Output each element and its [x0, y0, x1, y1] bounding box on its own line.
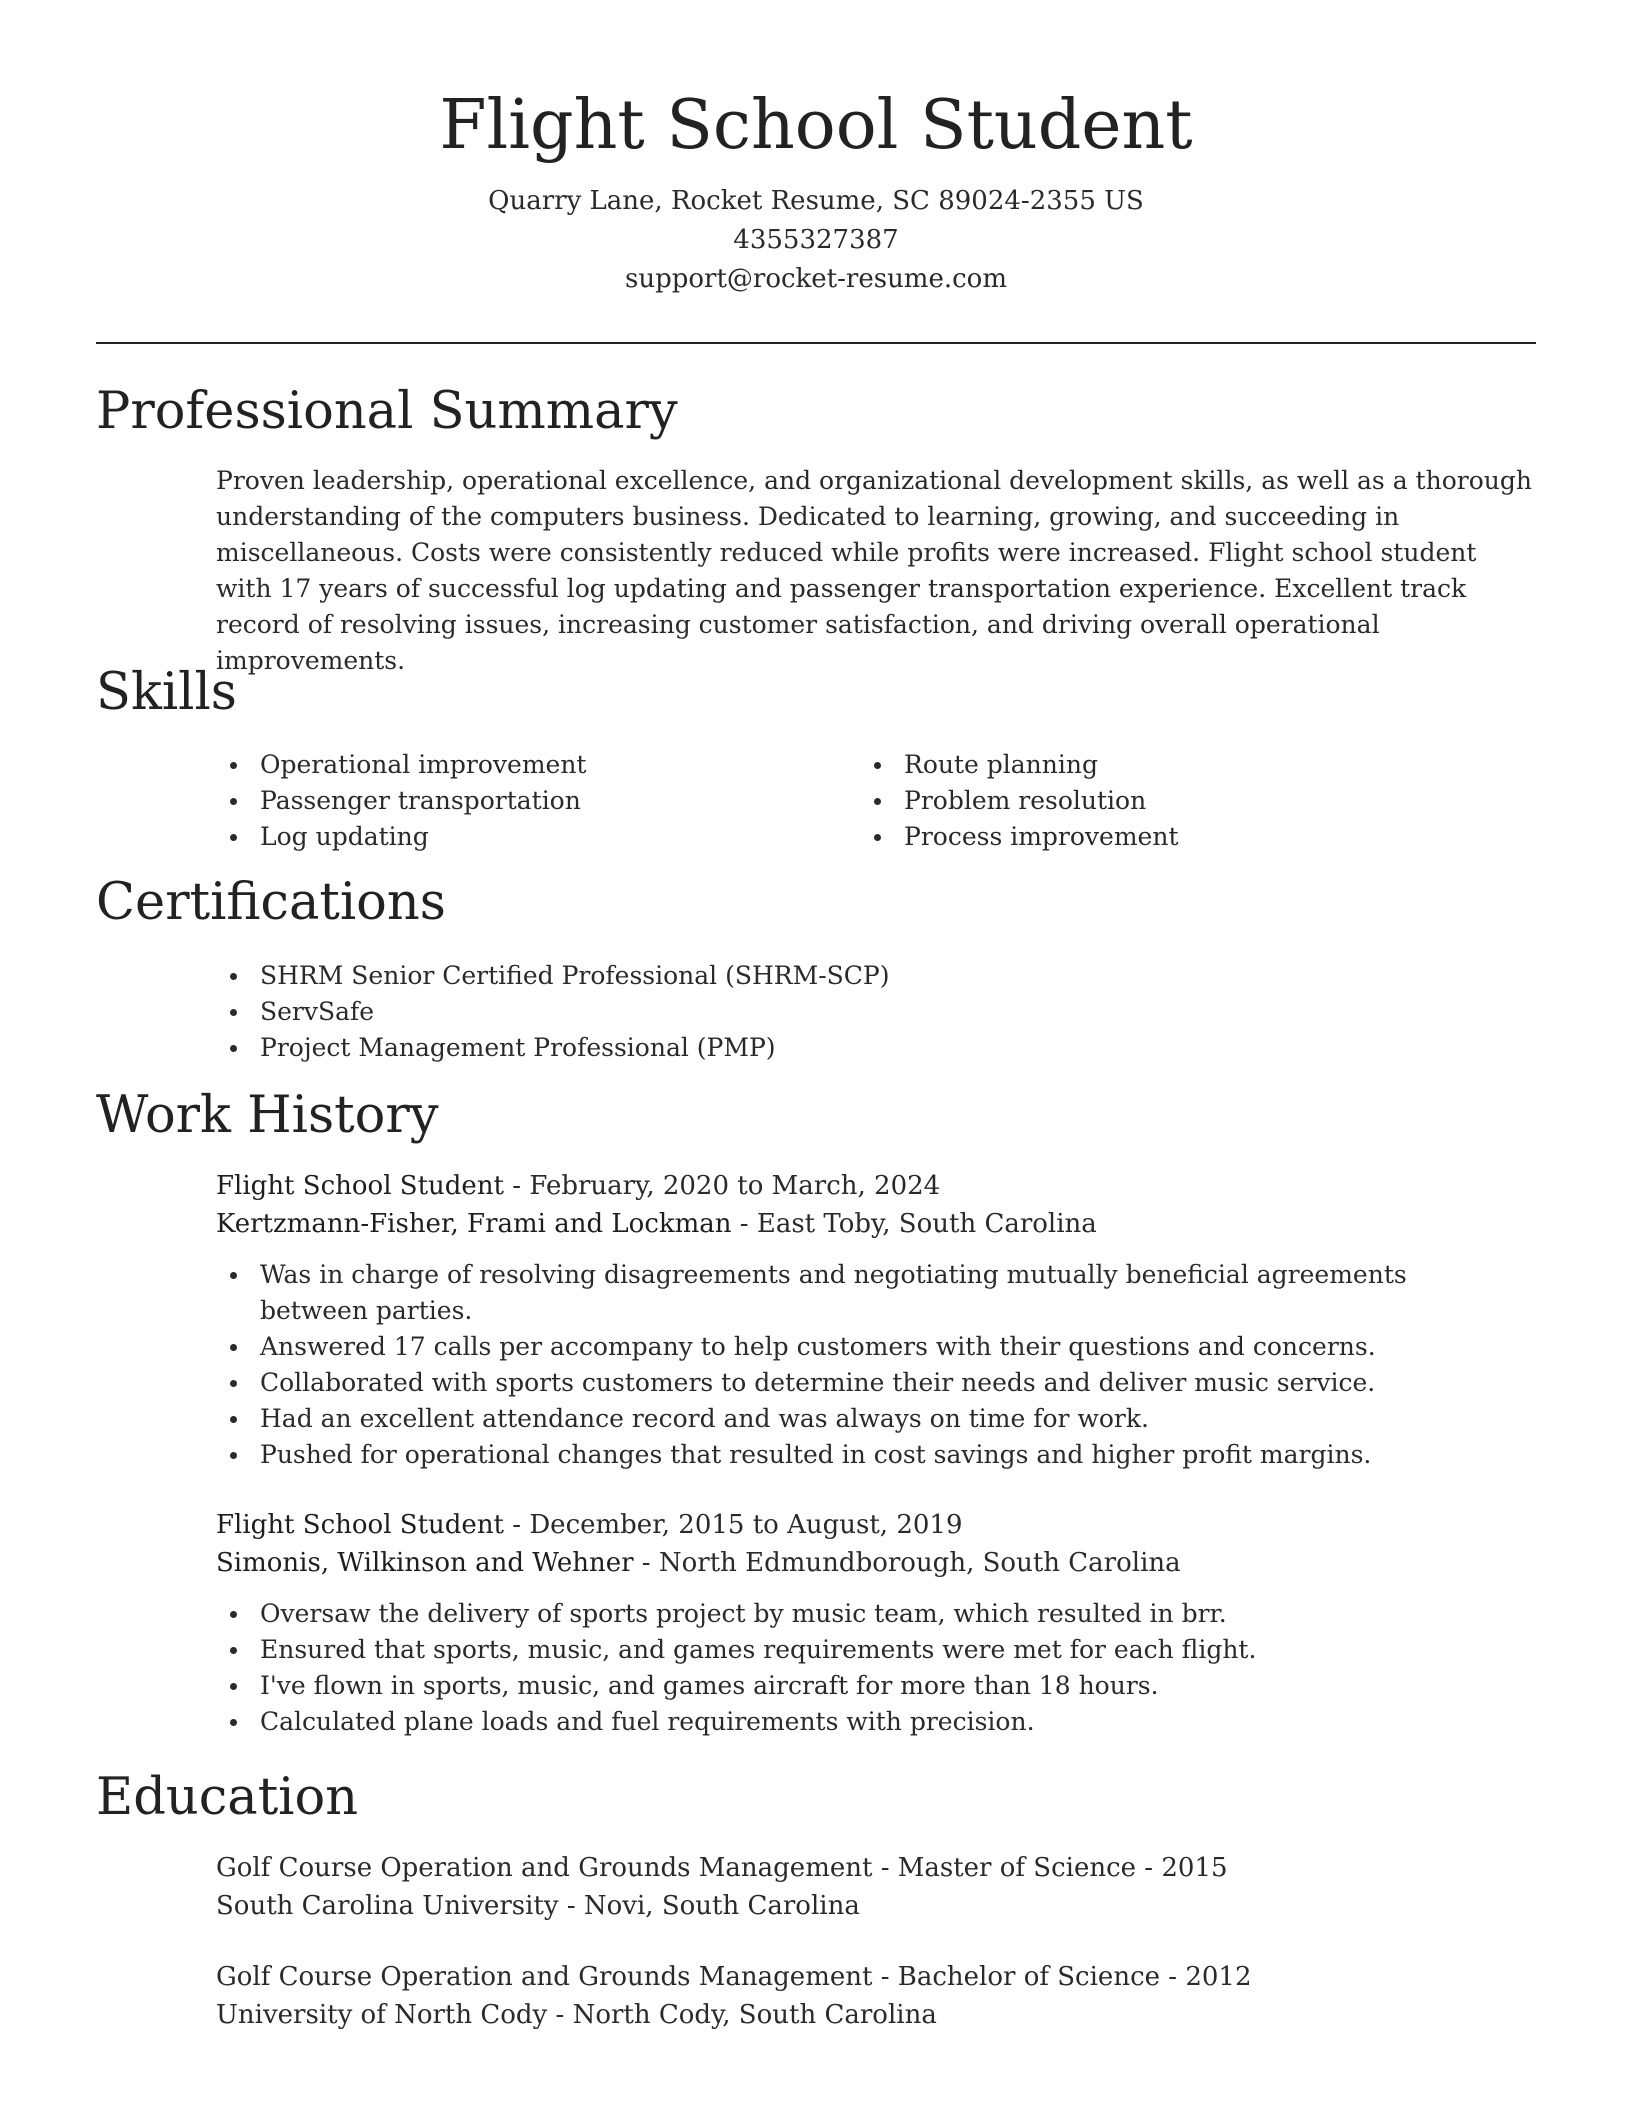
job-duty-item — [216, 1596, 1516, 1632]
skill-item — [860, 783, 1500, 819]
skill-item — [216, 747, 856, 783]
education-school-line — [216, 1996, 1516, 2034]
skill-text: Process improvement — [904, 822, 1179, 851]
certification-item — [216, 958, 1516, 994]
job-entry — [216, 1506, 1516, 1740]
bullet-icon — [230, 798, 237, 805]
skill-text: Operational improvement — [260, 750, 587, 779]
job-role: Flight School Student — [216, 1171, 505, 1201]
work-history-heading: Work History — [96, 1086, 439, 1145]
bullet-icon — [230, 1647, 237, 1654]
job-duty-item — [216, 1437, 1516, 1473]
education-heading: Education — [96, 1768, 359, 1827]
job-entry — [216, 1167, 1516, 1473]
education-degree: Golf Course Operation and Grounds Management - Master of Science - 2015 — [216, 1853, 1228, 1883]
job-duties-list — [216, 1257, 1516, 1473]
job-company: Kertzmann-Fisher, Frami and Lockman — [216, 1209, 732, 1239]
job-title-line — [216, 1506, 1516, 1544]
job-duty-item — [216, 1668, 1516, 1704]
job-company: Simonis, Wilkinson and Wehner — [216, 1548, 634, 1578]
job-company-line — [216, 1205, 1516, 1243]
skill-text: Passenger transportation — [260, 786, 581, 815]
bullet-icon — [230, 1344, 237, 1351]
job-duty-text: Oversaw the delivery of sports project by music team, which resulted in brr. — [260, 1599, 1227, 1628]
job-duty-text: Collaborated with sports customers to determine their needs and deliver music service. — [260, 1368, 1376, 1397]
job-duty-item — [216, 1257, 1516, 1329]
job-duty-text: Ensured that sports, music, and games requirements were met for each flight. — [260, 1635, 1257, 1664]
job-duty-item — [216, 1365, 1516, 1401]
skill-text: Log updating — [260, 822, 429, 851]
job-duty-text: Answered 17 calls per accompany to help customers with their questions and concerns. — [260, 1332, 1376, 1361]
job-duty-text: Calculated plane loads and fuel requirements with precision. — [260, 1707, 1035, 1736]
job-duty-text: Was in charge of resolving disagreements and negotiating mutually beneficial agreements between parties. — [260, 1260, 1407, 1325]
bullet-icon — [874, 762, 881, 769]
bullet-icon — [230, 1380, 237, 1387]
skills-list-left — [216, 747, 856, 855]
job-duty-item — [216, 1401, 1516, 1437]
job-duty-text: I've flown in sports, music, and games aircraft for more than 18 hours. — [260, 1671, 1159, 1700]
skill-item — [860, 747, 1500, 783]
job-duty-text: Had an excellent attendance record and was always on time for work. — [260, 1404, 1149, 1433]
certification-item — [216, 1030, 1516, 1066]
bullet-icon — [230, 1045, 237, 1052]
certifications-block — [216, 958, 1516, 1066]
job-role: Flight School Student — [216, 1510, 505, 1540]
contact-email: support@rocket-resume.com — [624, 264, 1007, 294]
bullet-icon — [230, 1683, 237, 1690]
skill-text: Route planning — [904, 750, 1098, 779]
header-divider — [96, 342, 1536, 344]
summary-text: Proven leadership, operational excellence, and organizational development skills, as well as a thorough understanding of the computers business. Dedicated to learning, growing, and succeeding in miscellaneous. Costs were consistently reduced while profits were increased. Flight school student with 17 years of successful log updating and passenger transportation experience. Excellent track record of resolving issues, increasing customer satisfaction, and driving overall operational improvements. — [216, 466, 1532, 675]
bullet-icon — [230, 834, 237, 841]
summary-heading: Professional Summary — [96, 382, 678, 441]
job-duty-item — [216, 1329, 1516, 1365]
job-duty-item — [216, 1632, 1516, 1668]
education-entry — [216, 1849, 1516, 1925]
bullet-icon — [874, 798, 881, 805]
certifications-heading: Certifications — [96, 873, 446, 932]
education-location: - North Cody, South Carolina — [547, 2000, 937, 2030]
education-school: University of North Cody — [216, 2000, 548, 2030]
bullet-icon — [230, 1611, 237, 1618]
contact-phone: 4355327387 — [733, 225, 899, 255]
bullet-icon — [874, 834, 881, 841]
certification-item — [216, 994, 1516, 1030]
job-company-line — [216, 1544, 1516, 1582]
job-dates: - February, 2020 to March, 2024 — [504, 1171, 941, 1201]
job-duty-text: Pushed for operational changes that resulted in cost savings and higher profit margins. — [260, 1440, 1372, 1469]
skill-item — [860, 819, 1500, 855]
skill-item — [216, 819, 856, 855]
education-entry — [216, 1958, 1516, 2034]
skills-column-left — [216, 747, 856, 855]
skills-list-right — [860, 747, 1500, 855]
job-dates: - December, 2015 to August, 2019 — [504, 1510, 963, 1540]
job-duties-list — [216, 1596, 1516, 1740]
job-location: - East Toby, South Carolina — [731, 1209, 1097, 1239]
contact-info — [96, 182, 1536, 299]
bullet-icon — [230, 1272, 237, 1279]
education-location: - Novi, South Carolina — [558, 1891, 860, 1921]
certification-text: SHRM Senior Certified Professional (SHRM-SCP) — [260, 961, 890, 990]
candidate-name: Flight School Student — [439, 86, 1193, 165]
job-duty-item — [216, 1704, 1516, 1740]
contact-address: Quarry Lane, Rocket Resume, SC 89024-2355 US — [488, 186, 1144, 216]
skills-heading: Skills — [96, 663, 237, 722]
bullet-icon — [230, 973, 237, 980]
bullet-icon — [230, 762, 237, 769]
certification-text: Project Management Professional (PMP) — [260, 1033, 776, 1062]
skill-text: Problem resolution — [904, 786, 1147, 815]
skill-item — [216, 783, 856, 819]
education-degree: Golf Course Operation and Grounds Management - Bachelor of Science - 2012 — [216, 1962, 1252, 1992]
certifications-list — [216, 958, 1516, 1066]
bullet-icon — [230, 1719, 237, 1726]
bullet-icon — [230, 1009, 237, 1016]
bullet-icon — [230, 1416, 237, 1423]
education-school: South Carolina University — [216, 1891, 559, 1921]
resume-header — [96, 80, 1536, 299]
bullet-icon — [230, 1452, 237, 1459]
education-school-line — [216, 1887, 1516, 1925]
certification-text: ServSafe — [260, 997, 375, 1026]
job-title-line — [216, 1167, 1516, 1205]
job-location: - North Edmundborough, South Carolina — [633, 1548, 1181, 1578]
skills-column-right — [860, 747, 1500, 855]
